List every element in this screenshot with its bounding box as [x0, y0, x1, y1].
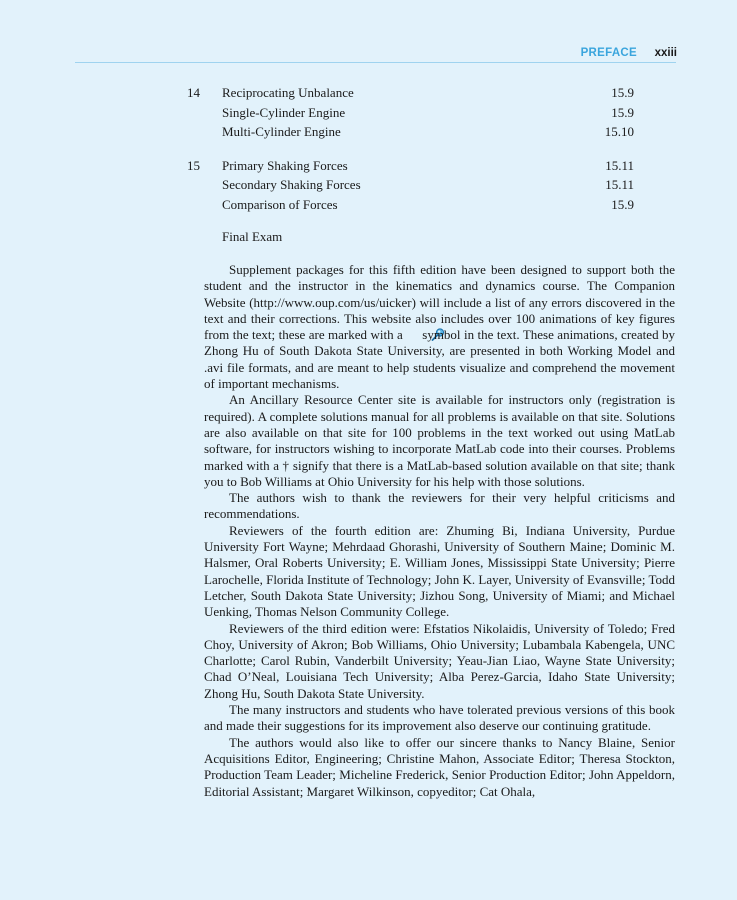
- toc-title: Multi-Cylinder Engine: [222, 124, 341, 140]
- paragraph-text: symbol in the text. These animations, created by Zhong Hu of South Dakota State University, are presented in both Working Model and .avi file formats, and are meant to help students visualize and comprehend the movement of important mechanisms.: [204, 327, 676, 392]
- toc-row: [0, 195, 737, 215]
- toc-page: 15.10: [604, 124, 634, 140]
- page-number: xxiii: [654, 47, 677, 59]
- toc-page: 15.9: [611, 85, 634, 100]
- preface-body: [204, 262, 675, 800]
- paragraph-acknowledgements: The authors would also like to offer our sincere thanks to Nancy Blaine, Senior Acquisitions Editor, Engineering; Christine Mahon, Associate Editor; Theresa Stockton, Production Team Leader; Micheline Frederick, Senior Production Editor; John Appeldorn, Editorial Assistant; Margaret Wilkinson, copyeditor; Cat Ohala,: [204, 734, 675, 799]
- toc-title: Comparison of Forces: [222, 196, 338, 212]
- toc-title: Reciprocating Unbalance: [222, 85, 354, 100]
- toc-row: [0, 175, 737, 195]
- toc-page: 15.9: [611, 104, 634, 120]
- animation-marker-icon: [406, 328, 420, 341]
- paragraph-ancillary: An Ancillary Resource Center site is available for instructors only (registration is required). A complete solutions manual for all problems is available on that site. Solutions are also available on that site for 100 problems in the text worked out using MatLab software, for instructors wishing to incorporate MatLab code into their courses. Problems marked with a † signify that there is a MatLab-based solution available on that site; thank you to Bob Williams at Ohio University for his help with those solutions.: [204, 392, 675, 489]
- toc-title: Single-Cylinder Engine: [222, 104, 346, 120]
- chapter-number: 14: [187, 85, 200, 100]
- final-exam-entry: Final Exam: [222, 229, 283, 244]
- paragraph-fourth-edition-reviewers: Reviewers of the fourth edition are: Zhuming Bi, Indiana University, Purdue University Fort Wayne; Mehrdaad Ghorashi, University of Southern Maine; Dominic M. Halsmer, Oral Roberts University; E. William Jones, Mississippi State University; Pierre Larochelle, Florida Institute of Technology; John K. Layer, University of Evansville; Todd Letcher, South Dakota State University; Jizhou Song, University of Miami; and Michael Uenking, Thomas Nelson Community College.: [204, 522, 675, 620]
- paragraph-supplements: [204, 262, 675, 392]
- paragraph-third-edition-reviewers: Reviewers of the third edition were: Efstatios Nikolaidis, University of Toledo; Fred Choy, University of Akron; Bob Williams, Ohio University; Lubambala Kabengela, UNC Charlotte; Carol Rubin, Vanderbilt University; Yeau-Jian Liao, Wayne State University; Chad O’Neal, Louisiana Tech University; Alba Perez-Garcia, Idaho State University; Zhong Hu, South Dakota State University.: [204, 620, 675, 701]
- toc-page: 15.11: [605, 157, 634, 173]
- toc-row: [0, 83, 737, 103]
- contents-list: [0, 83, 737, 215]
- running-head: PREFACE: [580, 47, 637, 59]
- paragraph-thanks-reviewers: The authors wish to thank the reviewers for their very helpful criticisms and recommendations.: [204, 490, 675, 522]
- toc-page: 15.9: [611, 196, 634, 212]
- toc-title: Secondary Shaking Forces: [222, 177, 361, 193]
- toc-title: Primary Shaking Forces: [222, 157, 348, 173]
- toc-row: [0, 103, 737, 123]
- page-header: [0, 47, 737, 63]
- paragraph-text: Supplement packages for this fifth edition have been designed to support both the student and the instructor in the kinematics and dynamics course. The Companion Website (http://www.oup.com/us/uicker) will include a list of any errors discovered in the text and their corrections. This website also includes over 100 animations of key figures from the text; these are marked with a: [204, 262, 675, 343]
- toc-page: 15.11: [605, 177, 634, 193]
- toc-row: [0, 122, 737, 142]
- paragraph-instructors: The many instructors and students who have tolerated previous versions of this book and made their suggestions for its improvement also deserve our continuing gratitude.: [204, 702, 675, 734]
- header-rule: [75, 62, 676, 63]
- toc-row: [0, 156, 737, 176]
- chapter-number: 15: [187, 157, 200, 173]
